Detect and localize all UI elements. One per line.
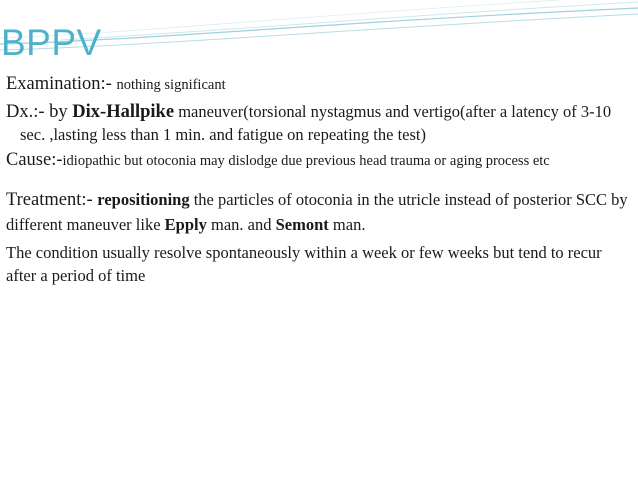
diagnosis-line xyxy=(6,101,631,146)
slide-body xyxy=(6,73,631,287)
slide-title: BPPV xyxy=(1,22,102,63)
diagnosis-text: maneuver(torsional nystagmus and vertigo(after a latency of 3-10 sec. ,lasting less than 1 min. and fatigue on repeating the test) xyxy=(20,102,612,144)
treatment-text-2: man. and xyxy=(206,214,276,234)
condition-line: The condition usually resolve spontaneously within a week or few weeks but tend to recur after a period of time xyxy=(6,243,602,285)
epply-term: Epply xyxy=(164,214,207,234)
cause-heading: Cause:- xyxy=(6,150,63,170)
examination-heading: Examination:- xyxy=(6,74,117,94)
cause-line xyxy=(6,150,631,172)
cause-text: idiopathic but otoconia may dislodge due previous head trauma or aging process etc xyxy=(62,153,550,169)
diagnosis-heading: Dx.:- by xyxy=(6,102,73,122)
treatment-heading: Treatment:- xyxy=(6,190,98,210)
treatment-text-1: the particles of otoconia in the utricle instead of posterior SCC by different maneuver like xyxy=(6,190,628,234)
semont-term: Semont xyxy=(275,214,329,234)
repositioning-term: repositioning xyxy=(97,190,190,209)
examination-line xyxy=(6,73,631,96)
treatment-text-3: man. xyxy=(328,214,366,234)
dix-hallpike-term: Dix-Hallpike xyxy=(72,102,175,122)
examination-text: nothing significant xyxy=(116,77,226,93)
treatment-line xyxy=(6,188,631,237)
